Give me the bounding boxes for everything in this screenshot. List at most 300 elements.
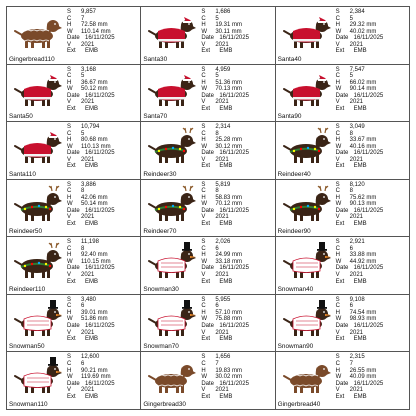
meta-value-ext: EMB xyxy=(219,163,233,170)
meta-value-v: 2021 xyxy=(349,41,364,48)
design-name: Reindeer40 xyxy=(277,170,311,178)
design-metadata xyxy=(201,67,249,113)
design-metadata xyxy=(67,67,115,113)
santa-dog-thumbnail xyxy=(143,9,197,53)
design-cell xyxy=(7,237,141,295)
meta-label-ext: Ext xyxy=(201,163,210,170)
meta-value-h: 75.62 mm xyxy=(349,194,377,201)
meta-label-v: V xyxy=(67,156,72,163)
meta-label-ext: Ext xyxy=(201,393,210,400)
design-metadata xyxy=(336,239,384,285)
meta-label-date: Date xyxy=(201,207,215,214)
meta-label-w: W xyxy=(201,86,207,93)
meta-value-c: 6 xyxy=(215,245,219,252)
meta-value-w: 33.18 mm xyxy=(215,258,243,265)
meta-value-date: 16/11/2025 xyxy=(353,323,384,330)
meta-label-c: C xyxy=(201,303,206,310)
meta-value-ext: EMB xyxy=(353,278,367,285)
meta-label-date: Date xyxy=(67,207,80,214)
meta-label-ext: Ext xyxy=(201,105,210,112)
meta-label-v: V xyxy=(335,156,340,163)
meta-value-w: 51.86 mm xyxy=(81,316,108,323)
meta-label-ext: Ext xyxy=(335,48,345,55)
meta-value-w: 90.13 mm xyxy=(349,201,377,208)
meta-value-date: 16/11/2025 xyxy=(353,150,384,157)
design-cell xyxy=(7,7,141,65)
meta-value-date: 16/11/2025 xyxy=(85,35,115,42)
meta-label-date: Date xyxy=(335,380,349,387)
meta-value-v: 2021 xyxy=(81,329,95,336)
meta-value-v: 2021 xyxy=(349,387,364,394)
meta-label-c: C xyxy=(201,73,206,80)
snowman-dog-thumbnail xyxy=(143,297,197,341)
design-cell xyxy=(276,7,410,65)
meta-label-h: H xyxy=(201,252,206,259)
design-name: Reindeer70 xyxy=(143,228,177,236)
meta-value-ext: EMB xyxy=(85,48,99,55)
design-metadata xyxy=(67,9,115,55)
meta-label-ext: Ext xyxy=(67,105,76,112)
meta-value-c: 7 xyxy=(215,360,219,367)
meta-label-ext: Ext xyxy=(67,220,76,227)
meta-label-h: H xyxy=(335,194,340,201)
meta-label-ext: Ext xyxy=(67,278,76,285)
meta-value-h: 33.67 mm xyxy=(349,137,377,144)
meta-value-c: 5 xyxy=(215,15,219,22)
meta-value-v: 2021 xyxy=(81,156,95,163)
design-metadata xyxy=(201,297,249,343)
meta-label-h: H xyxy=(67,309,72,316)
design-name: Santa70 xyxy=(143,113,168,121)
meta-value-date: 16/11/2025 xyxy=(353,265,384,272)
meta-label-date: Date xyxy=(67,323,80,330)
design-metadata xyxy=(336,297,384,343)
meta-value-ext: EMB xyxy=(85,105,99,112)
meta-label-s: S xyxy=(201,354,206,361)
meta-label-date: Date xyxy=(335,150,349,157)
meta-label-h: H xyxy=(67,194,72,201)
meta-value-h: 42.06 mm xyxy=(81,194,108,201)
meta-value-c: 8 xyxy=(81,245,85,252)
design-name: Santa90 xyxy=(277,113,302,121)
meta-label-h: H xyxy=(67,79,72,86)
meta-label-v: V xyxy=(335,329,340,336)
design-cell xyxy=(141,180,275,238)
meta-value-v: 2021 xyxy=(215,329,229,336)
meta-value-c: 8 xyxy=(81,188,85,195)
meta-value-v: 2021 xyxy=(215,99,229,106)
meta-label-c: C xyxy=(67,360,72,367)
meta-label-c: C xyxy=(335,245,340,252)
design-name: Santa50 xyxy=(9,113,33,121)
meta-label-c: C xyxy=(67,130,72,137)
meta-value-w: 40.02 mm xyxy=(349,28,377,35)
meta-label-w: W xyxy=(201,28,207,35)
meta-label-w: W xyxy=(67,143,73,150)
snowman-dog-thumbnail xyxy=(278,297,332,341)
meta-value-s: 8,120 xyxy=(349,181,365,188)
meta-label-w: W xyxy=(201,316,207,323)
meta-label-s: S xyxy=(201,66,206,73)
meta-value-h: 51.36 mm xyxy=(215,79,243,86)
meta-value-w: 110.14 mm xyxy=(81,28,111,35)
meta-label-h: H xyxy=(201,194,206,201)
meta-value-h: 74.54 mm xyxy=(349,309,377,316)
meta-value-c: 6 xyxy=(215,303,219,310)
meta-value-date: 16/11/2025 xyxy=(85,265,115,272)
meta-label-h: H xyxy=(201,22,206,29)
meta-label-c: C xyxy=(67,188,72,195)
meta-value-w: 50.12 mm xyxy=(81,86,108,93)
meta-value-h: 80.68 mm xyxy=(81,137,108,144)
meta-value-v: 2021 xyxy=(215,387,229,394)
design-metadata xyxy=(201,239,249,285)
design-metadata xyxy=(67,124,115,170)
meta-label-w: W xyxy=(67,86,73,93)
meta-value-date: 16/11/2025 xyxy=(353,35,384,42)
meta-value-s: 2,384 xyxy=(349,9,365,15)
meta-label-ext: Ext xyxy=(335,278,345,285)
design-cell xyxy=(276,237,410,295)
meta-value-c: 6 xyxy=(81,303,85,310)
meta-label-ext: Ext xyxy=(201,336,210,343)
meta-value-v: 2021 xyxy=(349,329,364,336)
meta-value-v: 2021 xyxy=(81,387,95,394)
design-metadata xyxy=(201,182,249,228)
meta-label-v: V xyxy=(67,387,72,394)
meta-value-s: 4,959 xyxy=(215,66,231,73)
meta-label-w: W xyxy=(201,258,207,265)
meta-label-v: V xyxy=(67,329,72,336)
meta-label-w: W xyxy=(335,143,342,150)
meta-value-w: 110.15 mm xyxy=(81,258,111,265)
meta-label-s: S xyxy=(67,354,72,361)
design-metadata xyxy=(336,182,384,228)
meta-value-date: 16/11/2025 xyxy=(85,323,115,330)
meta-label-v: V xyxy=(67,99,72,106)
meta-value-ext: EMB xyxy=(219,336,233,343)
meta-label-date: Date xyxy=(335,265,349,272)
meta-label-c: C xyxy=(335,73,340,80)
meta-value-s: 2,921 xyxy=(349,239,365,246)
meta-label-h: H xyxy=(67,137,72,144)
meta-label-date: Date xyxy=(335,323,349,330)
meta-value-s: 12,600 xyxy=(81,354,100,361)
meta-label-date: Date xyxy=(67,35,80,42)
meta-value-h: 36.67 mm xyxy=(81,79,108,86)
meta-value-ext: EMB xyxy=(85,336,99,343)
meta-label-date: Date xyxy=(335,207,349,214)
meta-label-ext: Ext xyxy=(67,48,76,55)
meta-value-c: 8 xyxy=(349,188,353,195)
design-name: Snowman90 xyxy=(277,343,314,351)
meta-label-w: W xyxy=(335,316,342,323)
design-metadata xyxy=(201,354,249,400)
meta-label-c: C xyxy=(67,245,72,252)
meta-value-ext: EMB xyxy=(353,336,367,343)
meta-label-ext: Ext xyxy=(201,278,210,285)
meta-label-s: S xyxy=(335,296,340,303)
meta-value-s: 1,656 xyxy=(215,354,231,361)
meta-value-c: 5 xyxy=(81,130,85,137)
meta-value-h: 24.99 mm xyxy=(215,252,243,259)
meta-label-w: W xyxy=(67,374,73,381)
meta-value-c: 8 xyxy=(349,130,353,137)
design-name: Snowman110 xyxy=(9,401,48,408)
meta-value-h: 19.83 mm xyxy=(215,367,243,374)
meta-label-v: V xyxy=(201,99,206,106)
design-name: Gingerbread30 xyxy=(143,401,186,408)
meta-value-v: 2021 xyxy=(81,214,95,221)
meta-label-w: W xyxy=(335,28,342,35)
design-cell xyxy=(276,122,410,180)
meta-label-c: C xyxy=(67,303,72,310)
meta-value-h: 57.10 mm xyxy=(215,309,243,316)
meta-label-s: S xyxy=(201,181,206,188)
santa-dog-thumbnail xyxy=(9,67,63,111)
design-name: Gingerbread110 xyxy=(9,55,55,63)
meta-value-date: 16/11/2025 xyxy=(85,150,115,157)
design-cell xyxy=(7,352,141,410)
design-cell xyxy=(141,7,275,65)
meta-label-v: V xyxy=(201,387,206,394)
meta-value-c: 6 xyxy=(349,245,353,252)
meta-value-ext: EMB xyxy=(219,220,233,227)
meta-label-s: S xyxy=(335,9,340,15)
meta-label-h: H xyxy=(67,252,72,259)
meta-value-s: 3,886 xyxy=(81,181,97,188)
meta-label-date: Date xyxy=(201,92,215,99)
meta-value-s: 3,168 xyxy=(81,66,97,73)
design-cell xyxy=(141,122,275,180)
design-name: Gingerbread40 xyxy=(277,401,321,408)
reindeer-dog-thumbnail xyxy=(143,124,197,168)
meta-value-v: 2021 xyxy=(81,272,95,279)
meta-value-w: 30.12 mm xyxy=(215,143,243,150)
meta-label-v: V xyxy=(335,214,340,221)
meta-value-s: 2,315 xyxy=(349,354,365,361)
design-metadata xyxy=(67,354,115,400)
gingerbread-dog-thumbnail xyxy=(278,354,332,398)
meta-label-c: C xyxy=(335,303,340,310)
meta-label-v: V xyxy=(67,214,72,221)
design-metadata xyxy=(336,354,384,400)
meta-label-v: V xyxy=(67,41,72,48)
meta-value-s: 9,857 xyxy=(81,9,97,15)
meta-value-ext: EMB xyxy=(219,105,233,112)
santa-dog-thumbnail xyxy=(278,67,332,111)
meta-value-date: 16/11/2025 xyxy=(85,207,115,214)
meta-label-ext: Ext xyxy=(201,48,210,55)
meta-value-h: 19.31 mm xyxy=(215,22,243,29)
meta-label-w: W xyxy=(201,374,207,381)
meta-value-v: 2021 xyxy=(349,99,364,106)
reindeer-dog-thumbnail xyxy=(278,124,332,168)
meta-label-w: W xyxy=(67,258,73,265)
meta-label-s: S xyxy=(67,124,72,131)
meta-label-w: W xyxy=(201,143,207,150)
design-name: Snowman40 xyxy=(277,285,314,293)
meta-label-s: S xyxy=(335,181,340,188)
meta-value-date: 16/11/2025 xyxy=(219,265,249,272)
meta-label-v: V xyxy=(67,272,72,279)
reindeer-dog-thumbnail xyxy=(9,239,63,283)
design-name: Reindeer90 xyxy=(277,228,311,236)
meta-value-v: 2021 xyxy=(349,156,364,163)
snowman-dog-thumbnail xyxy=(9,297,63,341)
meta-value-v: 2021 xyxy=(81,99,95,106)
meta-value-h: 66.02 mm xyxy=(349,79,377,86)
meta-value-c: 5 xyxy=(349,73,353,80)
meta-label-ext: Ext xyxy=(335,393,345,400)
meta-label-w: W xyxy=(335,258,342,265)
design-name: Snowman30 xyxy=(143,285,179,293)
reindeer-dog-thumbnail xyxy=(9,182,63,226)
meta-value-w: 110.13 mm xyxy=(81,143,111,150)
design-cell xyxy=(276,65,410,123)
meta-value-date: 16/11/2025 xyxy=(353,207,384,214)
meta-label-c: C xyxy=(201,360,206,367)
meta-label-w: W xyxy=(335,86,342,93)
santa-dog-thumbnail xyxy=(278,9,332,53)
meta-value-w: 98.93 mm xyxy=(349,316,377,323)
meta-value-date: 16/11/2025 xyxy=(219,92,249,99)
meta-value-ext: EMB xyxy=(85,393,99,400)
meta-label-c: C xyxy=(201,15,206,22)
meta-label-ext: Ext xyxy=(67,163,76,170)
design-metadata xyxy=(201,9,249,55)
meta-value-ext: EMB xyxy=(85,163,99,170)
meta-label-h: H xyxy=(201,137,206,144)
meta-value-w: 30.02 mm xyxy=(215,374,243,381)
meta-value-ext: EMB xyxy=(219,48,233,55)
meta-value-w: 70.13 mm xyxy=(215,86,243,93)
snowman-dog-thumbnail xyxy=(278,239,332,283)
meta-label-s: S xyxy=(201,296,206,303)
meta-value-ext: EMB xyxy=(353,393,367,400)
meta-value-s: 3,049 xyxy=(349,124,365,131)
design-cell xyxy=(141,237,275,295)
meta-label-date: Date xyxy=(67,150,80,157)
meta-label-date: Date xyxy=(335,35,349,42)
design-metadata xyxy=(336,124,384,170)
meta-value-s: 2,026 xyxy=(215,239,231,246)
meta-value-date: 16/11/2025 xyxy=(353,92,384,99)
meta-value-w: 40.16 mm xyxy=(349,143,377,150)
gingerbread-dog-thumbnail xyxy=(9,9,63,53)
meta-label-h: H xyxy=(335,367,340,374)
meta-label-v: V xyxy=(335,272,340,279)
design-cell xyxy=(7,65,141,123)
design-cell xyxy=(276,295,410,353)
meta-value-date: 16/11/2025 xyxy=(219,207,249,214)
meta-label-v: V xyxy=(201,329,206,336)
meta-label-c: C xyxy=(67,15,72,22)
meta-value-s: 5,819 xyxy=(215,181,231,188)
meta-value-ext: EMB xyxy=(353,163,367,170)
meta-value-date: 16/11/2025 xyxy=(85,92,115,99)
meta-value-s: 3,480 xyxy=(81,296,97,303)
meta-value-s: 2,314 xyxy=(215,124,231,131)
meta-value-c: 8 xyxy=(215,188,219,195)
design-metadata xyxy=(67,182,115,228)
meta-label-s: S xyxy=(67,66,72,73)
meta-label-c: C xyxy=(335,130,340,137)
meta-value-ext: EMB xyxy=(353,105,367,112)
meta-value-w: 75.88 mm xyxy=(215,316,243,323)
meta-label-v: V xyxy=(201,272,206,279)
design-name: Reindeer50 xyxy=(9,228,43,236)
meta-value-h: 72.58 mm xyxy=(81,22,108,29)
meta-value-s: 11,198 xyxy=(81,239,99,246)
meta-value-w: 119.69 mm xyxy=(81,374,111,381)
design-name: Snowman50 xyxy=(9,343,45,351)
design-cell xyxy=(276,180,410,238)
meta-value-h: 33.88 mm xyxy=(349,252,377,259)
meta-label-c: C xyxy=(67,73,72,80)
meta-label-s: S xyxy=(67,239,72,246)
meta-label-date: Date xyxy=(201,323,215,330)
meta-value-c: 5 xyxy=(215,73,219,80)
meta-label-h: H xyxy=(335,79,340,86)
design-cell xyxy=(7,295,141,353)
meta-value-date: 16/11/2025 xyxy=(219,35,249,42)
meta-label-date: Date xyxy=(67,265,80,272)
meta-value-date: 16/11/2025 xyxy=(353,380,384,387)
meta-value-c: 6 xyxy=(81,360,85,367)
meta-label-h: H xyxy=(67,367,72,374)
meta-value-c: 6 xyxy=(349,303,353,310)
meta-value-h: 26.55 mm xyxy=(349,367,377,374)
meta-value-s: 1,686 xyxy=(215,9,231,15)
design-metadata xyxy=(336,9,384,55)
meta-value-s: 10,794 xyxy=(81,124,100,131)
design-sheet xyxy=(6,6,410,410)
meta-label-v: V xyxy=(335,41,340,48)
design-cell xyxy=(141,352,275,410)
design-metadata xyxy=(67,297,115,343)
design-metadata xyxy=(336,67,384,113)
design-name: Snowman70 xyxy=(143,343,179,351)
meta-label-h: H xyxy=(201,309,206,316)
meta-value-c: 7 xyxy=(81,15,85,22)
meta-value-h: 58.83 mm xyxy=(215,194,243,201)
meta-label-v: V xyxy=(335,387,340,394)
design-metadata xyxy=(67,239,115,285)
reindeer-dog-thumbnail xyxy=(278,182,332,226)
meta-value-ext: EMB xyxy=(219,278,233,285)
meta-label-date: Date xyxy=(201,265,215,272)
meta-value-c: 7 xyxy=(349,360,353,367)
meta-label-h: H xyxy=(201,79,206,86)
snowman-dog-thumbnail xyxy=(9,354,63,398)
meta-value-v: 2021 xyxy=(215,214,229,221)
meta-value-w: 90.14 mm xyxy=(349,86,377,93)
meta-label-w: W xyxy=(67,28,73,35)
meta-label-w: W xyxy=(335,374,342,381)
meta-label-c: C xyxy=(201,130,206,137)
meta-label-date: Date xyxy=(201,150,215,157)
meta-value-w: 70.12 mm xyxy=(215,201,243,208)
meta-label-date: Date xyxy=(67,380,80,387)
meta-value-v: 2021 xyxy=(215,41,229,48)
design-cell xyxy=(7,180,141,238)
design-metadata xyxy=(201,124,249,170)
meta-value-date: 16/11/2025 xyxy=(219,380,249,387)
meta-label-h: H xyxy=(335,22,340,29)
meta-value-v: 2021 xyxy=(81,41,95,48)
meta-value-w: 44.92 mm xyxy=(349,258,377,265)
